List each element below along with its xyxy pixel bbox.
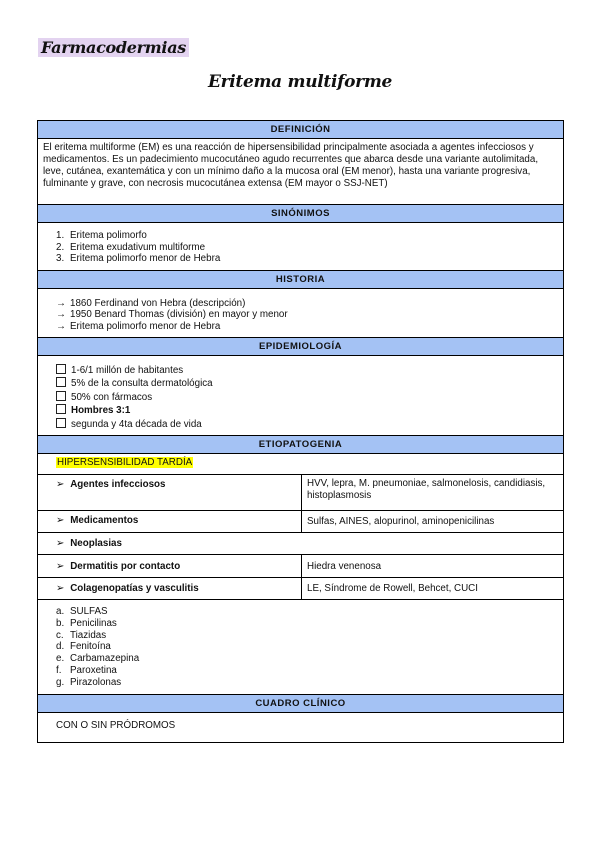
highlight-text: HIPERSENSIBILIDAD TARDÍA [57,457,193,469]
epidemiologia-list [38,356,564,436]
list-item [56,321,545,333]
highlight-row [38,454,564,475]
cause-label-cell [38,578,302,600]
bullet-icon: ➢ [56,479,65,491]
historia-list [38,288,564,338]
notes-table-wrapper [37,120,563,743]
cause-detail: Hiedra venenosa [302,555,564,578]
list-item [56,391,545,404]
list-item [56,309,545,321]
list-marker: b. [56,617,65,629]
cause-label: Dermatitis por contacto [70,561,181,573]
list-item-text: 1-6/1 millón de habitantes [71,365,184,376]
cause-label: Colagenopatías y vasculitis [70,583,199,595]
cuadro-heading: CUADRO CLÍNICO [38,694,564,712]
cause-label: Medicamentos [70,515,139,527]
table-row [38,475,564,511]
list-item-text: Carbamazepina [70,653,140,665]
cause-label-cell [38,475,302,511]
list-item [56,364,545,377]
list-marker: c. [56,629,64,641]
list-item [56,630,545,642]
list-item-text: 50% con fármacos [71,391,153,403]
list-item-text: SULFAS [70,606,108,618]
list-item [56,242,545,254]
arrow-icon: → [56,309,66,320]
list-item-text: Tiazidas [70,629,107,641]
cause-label-cell [38,555,302,578]
checkbox-icon [56,364,66,374]
list-item [56,653,545,665]
list-item-text: 5% de la consulta dermatológica [71,378,213,390]
list-item-text: Penicilinas [70,617,117,629]
cause-label: Agentes infecciosos [70,479,166,491]
checkbox-icon [56,377,66,387]
list-item-text: Pirazolonas [70,676,122,688]
list-marker: g. [56,676,65,688]
list-marker: 2. [56,241,65,253]
list-marker: f. [56,665,62,677]
list-item [56,418,545,431]
arrow-icon: → [56,297,66,309]
bullet-icon: ➢ [56,583,65,595]
cause-detail: HVV, lepra, M. pneumoniae, salmonelosis, candidiasis, histoplasmosis [302,475,564,511]
cause-label: Neoplasias [70,538,122,550]
list-marker: 3. [56,253,65,264]
list-item [56,606,545,618]
list-item-text: Hombres 3:1 [71,405,131,417]
list-marker: 1. [56,230,65,241]
etiopatogenia-heading: ETIOPATOGENIA [38,436,564,454]
definicion-heading: DEFINICIÓN [38,121,564,139]
sinonimos-heading: SINÓNIMOS [38,205,564,223]
list-item [56,404,545,417]
cause-label-cell [38,533,564,555]
cuadro-text: CON O SIN PRÓDROMOS [38,712,564,742]
list-item [56,618,545,630]
list-item-text: Eritema polimorfo [70,230,147,241]
list-item [56,641,545,653]
sinonimos-list [38,223,564,271]
list-item-text: Eritema polimorfo menor de Hebra [70,320,221,332]
bullet-icon: ➢ [56,561,65,573]
list-item-text: 1860 Ferdinand von Hebra (descripción) [70,297,246,309]
arrow-icon: → [56,320,66,332]
list-item [56,377,545,390]
checkbox-icon [56,404,66,414]
list-marker: e. [56,653,65,665]
page-title: Eritema multiforme [207,72,393,92]
list-marker: a. [56,606,65,618]
bullet-icon: ➢ [56,515,65,527]
table-row [38,533,564,555]
list-item-text: Paroxetina [70,665,117,677]
list-item [56,253,545,265]
list-item-text: segunda y 4ta década de vida [71,418,202,430]
list-item-text: Eritema exudativum multiforme [70,241,206,253]
table-row [38,578,564,600]
checkbox-icon [56,418,66,428]
definicion-text: El eritema multiforme (EM) es una reacción de hipersensibilidad principalmente asociada a agentes infecciosos y medicamentos. Es un padecimiento mucocutáneo agudo recurrentes que abarca desde una variante autolimitada, leve, cutánea, exantemática y con un mínimo daño a la mucosa oral (EM menor), hasta una variante progresiva, fulminante y grave, con necrosis mucocutánea extensa (EM mayor o SSJ-NET) [38,139,564,205]
cause-detail: Sulfas, AINES, alopurinol, aminopenicilinas [302,511,564,533]
list-item [56,230,545,242]
notes-table [37,120,564,743]
table-row [38,511,564,533]
list-item [56,298,545,310]
checkbox-icon [56,391,66,401]
list-item-text: 1950 Benard Thomas (división) en mayor y menor [70,309,288,320]
list-marker: d. [56,641,65,653]
section-header: Farmacodermias [38,38,189,57]
bullet-icon: ➢ [56,538,65,550]
historia-heading: HISTORIA [38,270,564,288]
list-item [56,665,545,677]
list-item [56,677,545,689]
cause-label-cell [38,511,302,533]
table-row [38,555,564,578]
epidemiologia-heading: EPIDEMIOLOGÍA [38,338,564,356]
cause-detail: LE, Síndrome de Rowell, Behcet, CUCI [302,578,564,600]
drugs-list [38,600,564,695]
list-item-text: Eritema polimorfo menor de Hebra [70,253,221,264]
list-item-text: Fenitoína [70,641,111,653]
